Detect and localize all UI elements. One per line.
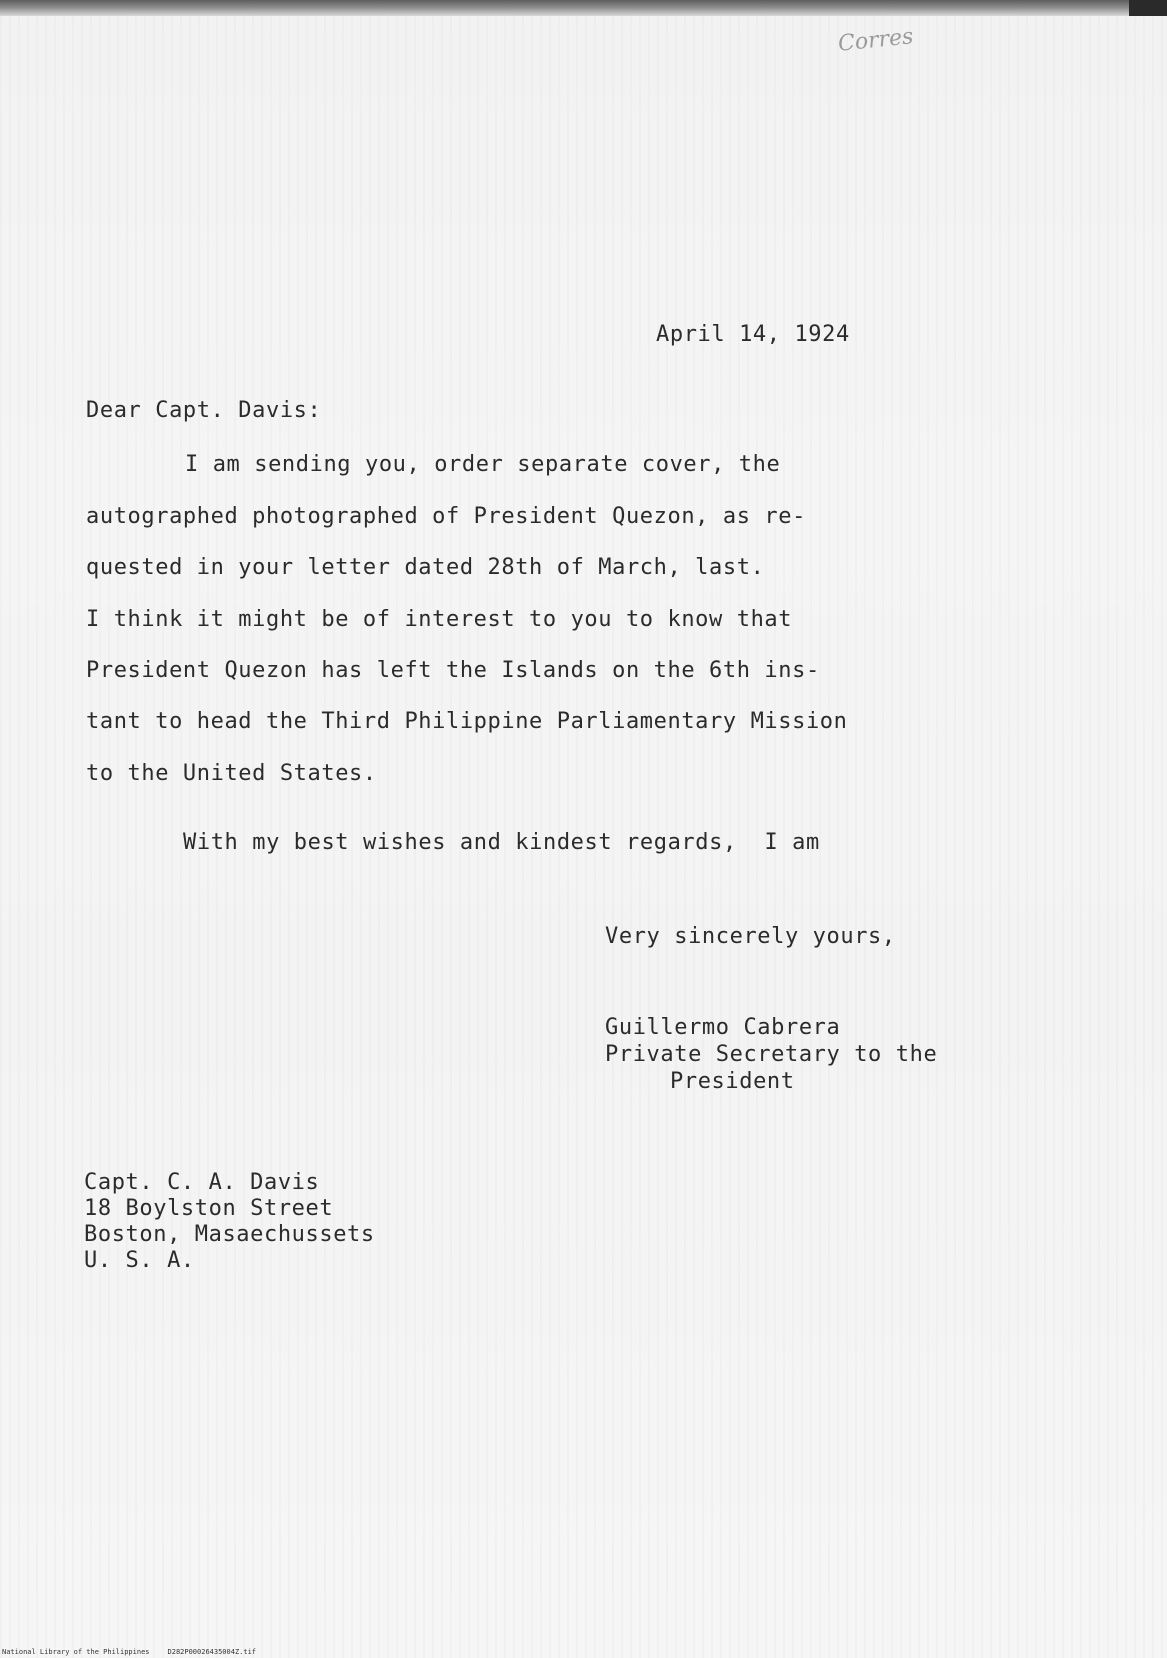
scan-corner-shadow bbox=[1129, 0, 1167, 16]
scan-footer bbox=[2, 1648, 274, 1657]
letter-date: April 14, 1924 bbox=[656, 322, 850, 347]
body-line: to the United States. bbox=[86, 761, 377, 786]
address-line: Capt. C. A. Davis bbox=[84, 1170, 320, 1195]
signatory-title: Private Secretary to the bbox=[605, 1042, 938, 1067]
address-line: 18 Boylston Street bbox=[84, 1196, 334, 1221]
letter-salutation: Dear Capt. Davis: bbox=[86, 398, 322, 423]
signatory-title-cont: President bbox=[670, 1069, 795, 1094]
scan-top-edge bbox=[0, 0, 1167, 16]
body-line: I think it might be of interest to you to know that bbox=[86, 607, 793, 632]
footer-file-id: D282P00026435004Z.tif bbox=[167, 1648, 257, 1656]
signatory-name: Guillermo Cabrera bbox=[605, 1015, 841, 1040]
address-line: Boston, Masaechussets bbox=[84, 1222, 375, 1247]
body-line: tant to head the Third Philippine Parliamentary Mission bbox=[86, 709, 848, 734]
handwritten-annotation: Corres bbox=[836, 24, 915, 57]
footer-library: National Library of the Philippines bbox=[2, 1648, 150, 1656]
body-line: quested in your letter dated 28th of March, last. bbox=[86, 555, 765, 580]
body-line: autographed photographed of President Quezon, as re- bbox=[86, 504, 806, 529]
closing-paragraph: With my best wishes and kindest regards, I am bbox=[183, 830, 820, 855]
complimentary-close: Very sincerely yours, bbox=[605, 924, 896, 949]
body-line: President Quezon has left the Islands on the 6th ins- bbox=[86, 658, 820, 683]
body-line: I am sending you, order separate cover, the bbox=[185, 452, 781, 477]
address-line: U. S. A. bbox=[84, 1248, 195, 1273]
